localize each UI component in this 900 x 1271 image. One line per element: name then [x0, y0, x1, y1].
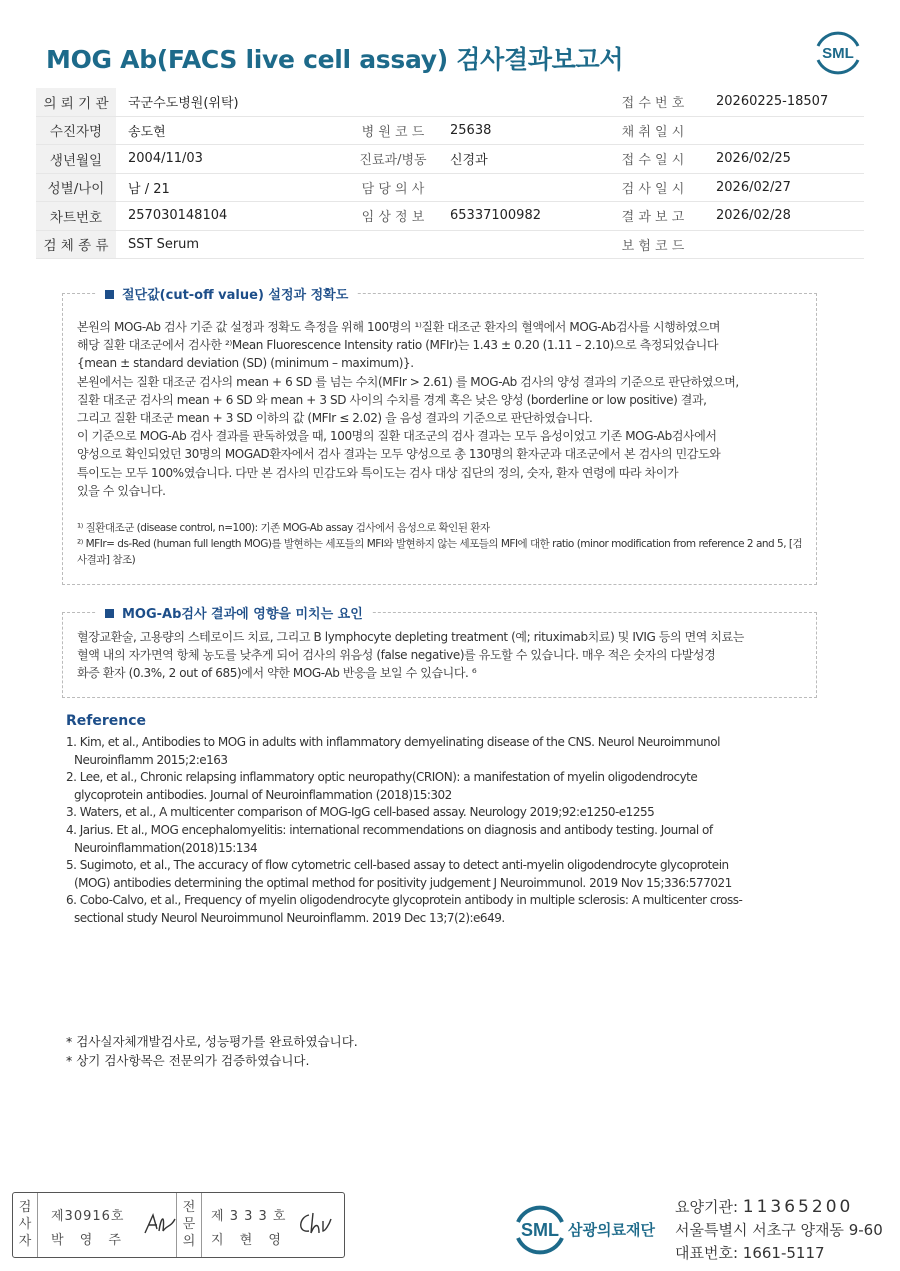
info-label: 접 수 번 호 [602, 88, 704, 116]
square-bullet-icon [105, 290, 114, 299]
tester-license: 제30916호 [51, 1209, 125, 1224]
info-row [36, 88, 864, 116]
info-value: 2026/02/28 [704, 202, 864, 231]
info-label: 결 과 보 고 [602, 202, 704, 231]
reference-item: 1. Kim, et al., Antibodies to MOG in adults with inflammatory demyelinating disease of the CNS. Neurol Neuroimmunol Neuroinflamm 2015;2:e163 [66, 735, 720, 767]
info-label: 접 수 일 시 [602, 145, 704, 174]
factors-text-line: 혈장교환술, 고용량의 스테로이드 치료, 그리고 B lymphocyte depleting treatment (예; rituximab치료) 및 IVIG 등의 면역 치료는 [77, 630, 744, 644]
info-value: 2026/02/25 [704, 145, 864, 174]
cutoff-text-line: 해당 질환 대조군에서 검사한 ²⁾Mean Fluorescence Intensity ratio (MFIr)는 1.43 ± 0.20 (1.11 – 2.10)으로 측정되었습니다 [77, 338, 719, 353]
info-value: 257030148104 [116, 202, 348, 231]
info-label: 채 취 일 시 [602, 116, 704, 145]
cutoff-text-line: 그리고 질환 대조군 mean + 3 SD 이하의 값 (MFIr ≤ 2.02) 을 음성 결과의 기준으로 판단하였습니다. [77, 411, 593, 426]
factors-section-body [77, 628, 806, 683]
cutoff-text-line: 이 기준으로 MOG-Ab 검사 결과를 판독하였을 때, 100명의 질환 대조군의 검사 결과는 모두 음성이었고 기존 MOG-Ab검사에서 [77, 429, 717, 444]
info-label: 차트번호 [36, 202, 116, 231]
info-value: 2026/02/27 [704, 173, 864, 202]
tester-signature [141, 1207, 181, 1239]
info-value: SST Serum [116, 230, 348, 259]
info-value: 남 / 21 [116, 173, 348, 202]
specialist-signature [295, 1209, 335, 1239]
sml-logo [812, 28, 864, 76]
info-label: 검 사 일 시 [602, 173, 704, 202]
square-bullet-icon [105, 609, 114, 618]
cutoff-section [62, 288, 817, 585]
note-line: * 상기 검사항목은 전문의가 검증하였습니다. [66, 1053, 310, 1068]
cutoff-text-line: 본원의 MOG-Ab 검사 기준 값 설정과 정확도 측정을 위해 100명의 ¹⁾질환 대조군 환자의 혈액에서 MOG-Ab검사를 시행하였으며 [77, 320, 721, 334]
info-label: 병 원 코 드 [348, 116, 438, 145]
reference-item: 6. Cobo-Calvo, et al., Frequency of myelin oligodendrocyte glycoprotein antibody in multiple sclerosis: A multicenter cross-sectional study Neurol Neuroimmunol Neuroinflamm. 2019 Dec 13;7(2):e649. [66, 893, 743, 925]
info-value: 20260225-18507 [704, 88, 864, 116]
specialist-name: 지 현 영 [211, 1233, 287, 1248]
signature-label-char: 문 [182, 1217, 196, 1232]
info-row [36, 202, 864, 231]
cutoff-section-title: 절단값(cut-off value) 설정과 정확도 [97, 284, 356, 303]
factors-section [62, 607, 817, 698]
factors-section-title: MOG-Ab검사 결과에 영향을 미치는 요인 [97, 603, 371, 622]
report-title: MOG Ab(FACS live cell assay) 검사결과보고서 [46, 45, 624, 74]
info-label: 진료과/병동 [348, 145, 438, 174]
reference-list [66, 734, 766, 928]
reference-title: Reference [66, 713, 147, 729]
signature-label-char: 의 [182, 1234, 196, 1249]
reference-item: 4. Jarius. Et al., MOG encephalomyelitis: international recommendations on diagnosis and antibody testing. Journal of Neuroinflammation(2018)15:134 [66, 822, 713, 855]
specialist-label [176, 1193, 202, 1257]
signature-label-char: 자 [18, 1234, 32, 1249]
footer-sml-logo [510, 1202, 660, 1256]
info-label: 수진자명 [36, 116, 116, 145]
info-label: 의 뢰 기 관 [36, 88, 116, 116]
info-value: 2004/11/03 [116, 145, 348, 174]
info-row [36, 145, 864, 174]
info-value: 신경과 [438, 145, 602, 174]
signature-label-char: 전 [182, 1200, 196, 1215]
reference-item: 2. Lee, et al., Chronic relapsing inflammatory optic neuropathy(CRION): a manifestation of myelin oligodendrocyte glycoprotein antibodies. Journal of Neuroinflammation (2018)15:302 [66, 770, 698, 802]
info-value: 송도현 [116, 116, 348, 145]
note-line: * 검사실자체개발검사로, 성능평가를 완료하였습니다. [66, 1034, 358, 1049]
cutoff-text-line: 질환 대조군 검사의 mean + 6 SD 와 mean + 3 SD 사이의 수치를 경계 혹은 낮은 양성 (borderline or low positive) 결과, [77, 392, 707, 407]
factors-text-line: 화증 환자 (0.3%, 2 out of 685)에서 약한 MOG-Ab 반응을 보일 수 있습니다. ⁶ [77, 666, 477, 681]
patient-info-table [36, 88, 864, 259]
footer-address: 서울특별시 서초구 양재동 9-60 [675, 1221, 883, 1239]
info-label: 검 체 종 류 [36, 230, 116, 259]
info-label: 생년월일 [36, 145, 116, 174]
tester-label [13, 1193, 38, 1257]
info-row [36, 116, 864, 145]
cutoff-text-line: 양성으로 확인되었던 30명의 MOGAD환자에서 검사 결과는 모두 양성으로 총 130명의 환자군과 대조군에서 본 검사의 민감도와 [77, 447, 721, 462]
info-row [36, 230, 864, 259]
cutoff-text-line: 본원에서는 질환 대조군 검사의 mean + 6 SD 를 넘는 수치(MFIr > 2.61) 를 MOG-Ab 검사의 양성 결과의 기준으로 판단하였으며, [77, 374, 739, 389]
info-value: 국군수도병원(위탁) [116, 88, 348, 116]
info-label: 담 당 의 사 [348, 173, 438, 202]
footnote-line: ¹⁾ 질환대조군 (disease control, n=100): 기존 MOG-Ab assay 검사에서 음성으로 확인된 환자 [77, 522, 490, 535]
tester-name: 박 영 주 [51, 1233, 127, 1248]
info-row [36, 173, 864, 202]
specialist-license: 제 3 3 3 호 [211, 1209, 287, 1224]
info-label [348, 230, 438, 259]
cutoff-text-line: 특이도는 모두 100%였습니다. 다만 본 검사의 민감도와 특이도는 검사 대상 집단의 정의, 숫자, 환자 연령에 따라 차이가 [77, 465, 679, 480]
info-label: 보 험 코 드 [602, 230, 704, 259]
signature-label-char: 사 [18, 1217, 32, 1232]
institution-code: 11365200 [742, 1197, 854, 1217]
footer-org-name: 삼광의료재단 [568, 1221, 655, 1239]
info-value: 25638 [438, 116, 602, 145]
cutoff-text-line: 있을 수 있습니다. [77, 483, 166, 498]
footnote-line: 사결과] 참조) [77, 554, 136, 567]
info-value [438, 88, 602, 116]
reference-item: 3. Waters, et al., A multicenter comparison of MOG-IgG cell-based assay. Neurology 2019;92:e1250-e1255 [66, 805, 655, 820]
phone-number: 1661-5117 [742, 1244, 825, 1262]
info-value [704, 230, 864, 259]
info-label: 임 상 정 보 [348, 202, 438, 231]
phone-label: 대표번호: [675, 1244, 739, 1262]
sml-logo-icon [510, 1202, 570, 1256]
info-value: 65337100982 [438, 202, 602, 231]
cutoff-text-line: {mean ± standard deviation (SD) (minimum – maximum)}. [77, 356, 414, 371]
factors-text-line: 혈액 내의 자가면역 항체 농도를 낮추게 되어 검사의 위음성 (false negative)를 유도할 수 있습니다. 매우 적은 숫자의 다발성경 [77, 648, 716, 663]
info-value [704, 116, 864, 145]
footnote-line: ²⁾ MFIr= ds-Red (human full length MOG)를 발현하는 세포들의 MFI와 발현하지 않는 세포들의 MFI에 대한 ratio (minor modification from reference 2 and 5, [검 [77, 538, 803, 551]
sml-logo-text: SML [822, 45, 854, 62]
footer-logo-text: SML [521, 1220, 559, 1240]
info-value [438, 173, 602, 202]
footer-info [675, 1196, 883, 1265]
signature-label-char: 검 [18, 1200, 32, 1215]
info-label [348, 88, 438, 116]
cutoff-section-body [77, 318, 806, 568]
institution-code-label: 요양기관: [675, 1198, 739, 1216]
info-value [438, 230, 602, 259]
info-label: 성별/나이 [36, 173, 116, 202]
signature-box [12, 1192, 345, 1258]
notes [66, 1032, 358, 1070]
reference-item: 5. Sugimoto, et al., The accuracy of flow cytometric cell-based assay to detect anti-myelin oligodendrocyte glycoprotein (MOG) antibodies determining the optimal method for positivity judgement J Neuroimmunol. 2019 Nov 15;336:577021 [66, 858, 732, 890]
